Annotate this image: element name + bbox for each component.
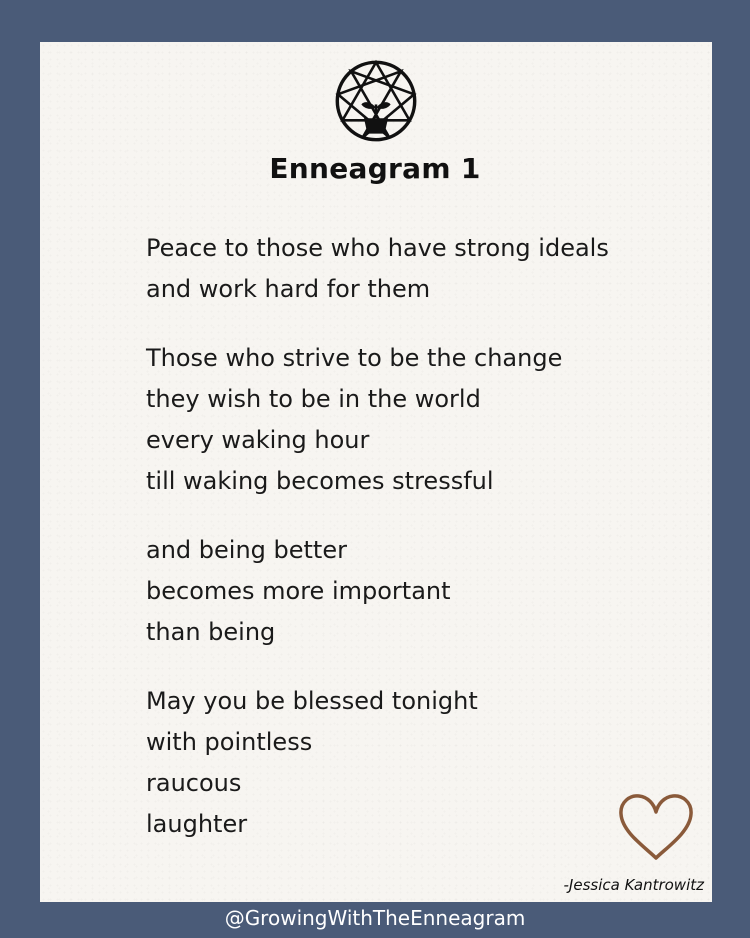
author-signature: -Jessica Kantrowitz	[563, 876, 704, 894]
poem-stanza	[146, 681, 686, 845]
poem-stanza	[146, 338, 686, 502]
social-handle: @GrowingWithTheEnneagram	[224, 906, 526, 930]
poem-line: they wish to be in the world	[146, 385, 481, 413]
page-title: Enneagram 1	[269, 152, 481, 185]
poem-line: May you be blessed tonight	[146, 687, 478, 715]
poem	[146, 228, 686, 873]
enneagram-logo-icon	[333, 58, 419, 144]
poem-line: laughter	[146, 810, 248, 838]
poem-line: every waking hour	[146, 426, 370, 454]
poem-stanza	[146, 228, 686, 310]
poem-stanza	[146, 530, 686, 653]
poem-line: Peace to those who have strong ideals	[146, 234, 609, 262]
poem-line: Those who strive to be the change	[146, 344, 563, 372]
poem-line: and being better	[146, 536, 347, 564]
poem-line: till waking becomes stressful	[146, 467, 494, 495]
poem-line: than being	[146, 618, 276, 646]
poem-line: becomes more important	[146, 577, 451, 605]
poem-line: with pointless	[146, 728, 313, 756]
poem-line: raucous	[146, 769, 242, 797]
poem-line: and work hard for them	[146, 275, 431, 303]
heart-icon	[616, 792, 696, 864]
